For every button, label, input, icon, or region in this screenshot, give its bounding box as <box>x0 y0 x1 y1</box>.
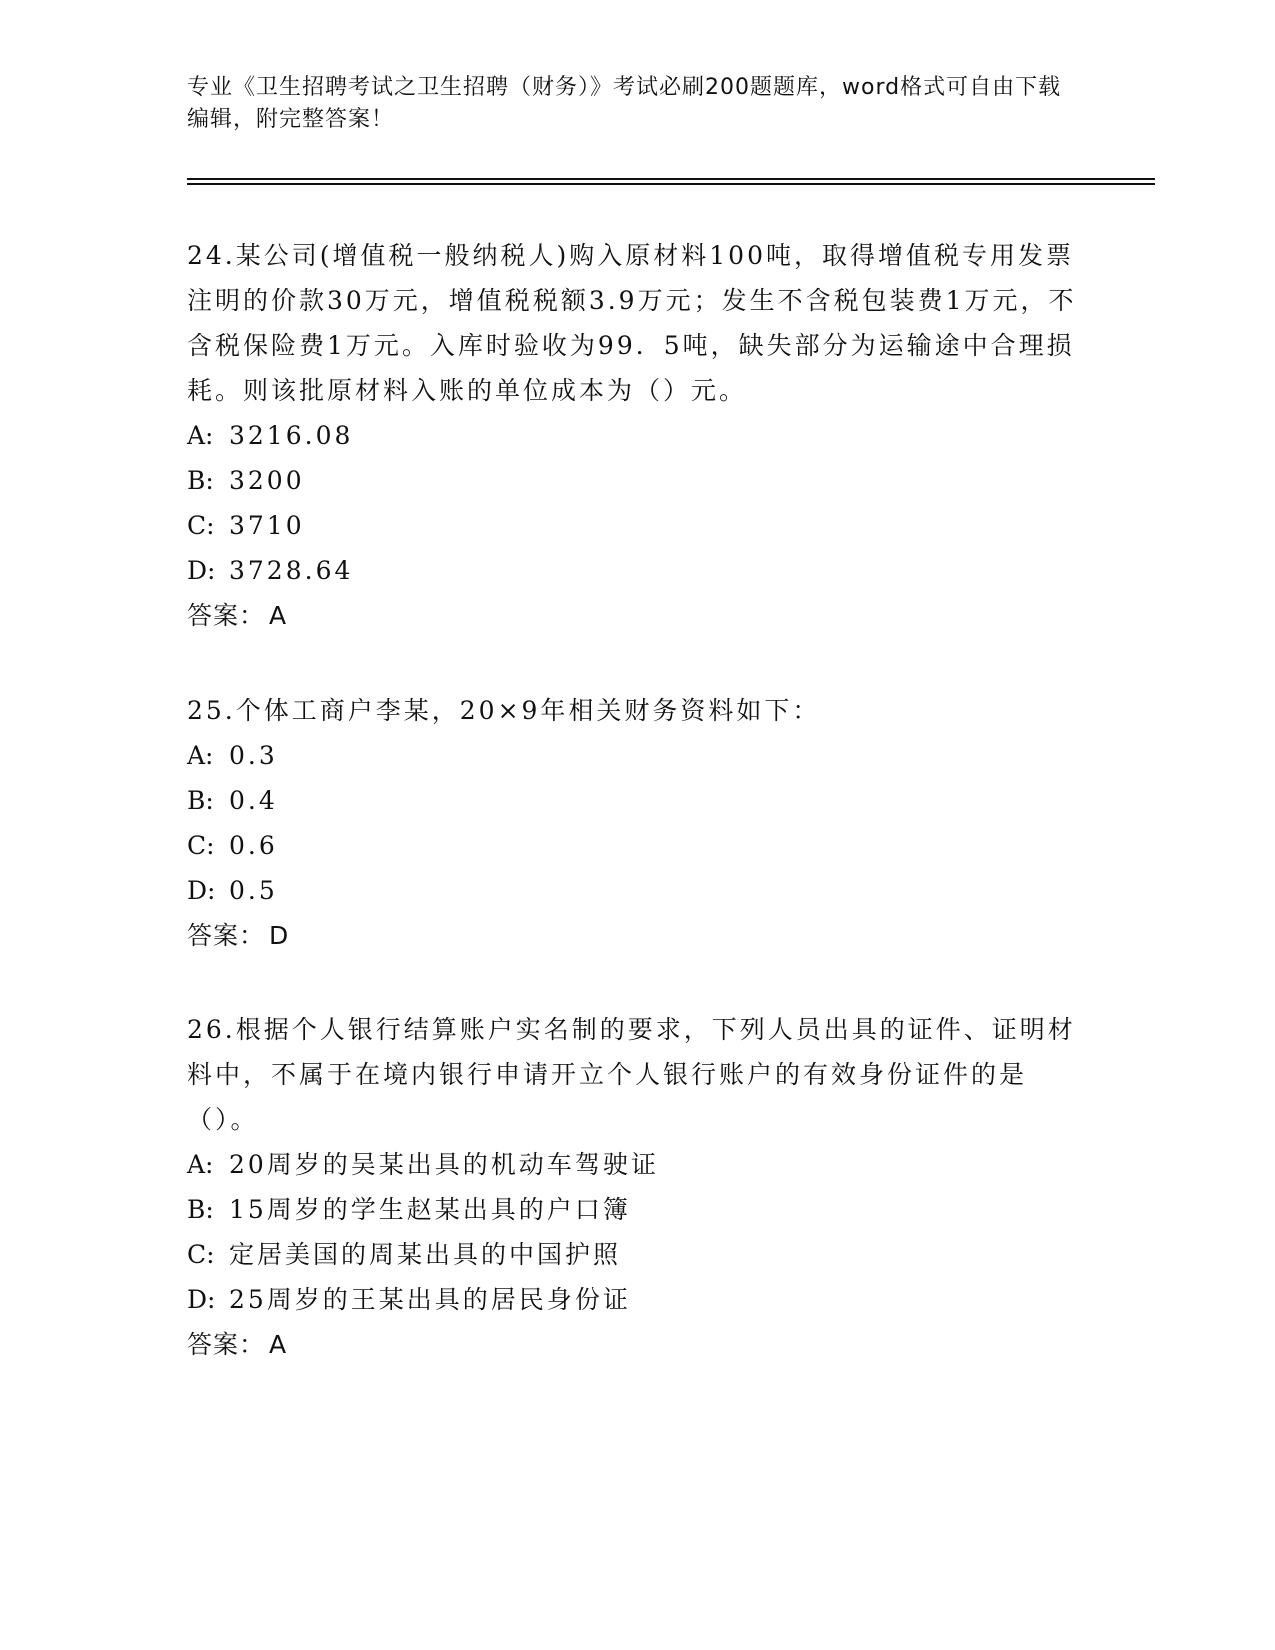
option-text: 0.6 <box>229 831 278 860</box>
answer-value: A <box>269 601 288 630</box>
answer-line <box>187 913 1087 958</box>
option-c <box>187 503 1087 548</box>
option-text: 定居美国的周某出具的中国护照 <box>229 1240 622 1269</box>
option-text: 3216.08 <box>229 421 354 450</box>
option-label: B: <box>187 786 214 815</box>
option-text: 0.3 <box>229 741 278 770</box>
header-divider-bottom <box>187 183 1155 185</box>
option-label: B: <box>187 1195 214 1224</box>
option-text: 3710 <box>229 511 305 540</box>
option-text: 20周岁的吴某出具的机动车驾驶证 <box>229 1150 659 1179</box>
option-d <box>187 868 1087 913</box>
answer-value: A <box>269 1330 288 1359</box>
option-label: B: <box>187 466 214 495</box>
answer-line <box>187 593 1087 638</box>
header-intro-text: 专业《卫生招聘考试之卫生招聘（财务）》考试必刷200题题库，word格式可自由下载编辑，附完整答案！ <box>187 75 1062 132</box>
question-stem: 24.某公司(增值税一般纳税人)购入原材料100吨，取得增值税专用发票注明的价款30万元，增值税税额3.9万元；发生不含税包装费1万元，不含税保险费1万元。入库时验收为99．5吨，缺失部分为运输途中合理损耗。则该批原材料入账的单位成本为（）元。 <box>187 241 1077 405</box>
option-b <box>187 1187 1087 1232</box>
option-label: C: <box>187 831 215 860</box>
option-text: 3200 <box>229 466 305 495</box>
option-label: C: <box>187 1240 215 1269</box>
question-24 <box>187 233 1087 638</box>
document-header <box>187 72 1072 136</box>
question-26 <box>187 1007 1087 1367</box>
option-b <box>187 458 1087 503</box>
answer-label: 答案： <box>187 1330 266 1359</box>
option-text: 3728.64 <box>229 556 354 585</box>
option-label: A: <box>187 421 214 450</box>
option-label: A: <box>187 1150 214 1179</box>
option-label: C: <box>187 511 215 540</box>
option-label: A: <box>187 741 214 770</box>
option-b <box>187 778 1087 823</box>
option-label: D: <box>187 1285 216 1314</box>
option-c <box>187 823 1087 868</box>
option-a <box>187 413 1087 458</box>
option-text: 0.4 <box>229 786 278 815</box>
option-text: 25周岁的王某出具的居民身份证 <box>229 1285 631 1314</box>
option-label: D: <box>187 556 216 585</box>
option-a <box>187 733 1087 778</box>
option-text: 15周岁的学生赵某出具的户口簿 <box>229 1195 631 1224</box>
answer-line <box>187 1322 1087 1367</box>
question-stem: 25.个体工商户李某，20×9年相关财务资料如下： <box>187 696 821 725</box>
answer-label: 答案： <box>187 921 266 950</box>
question-stem: 26.根据个人银行结算账户实名制的要求，下列人员出具的证件、证明材料中，不属于在境内银行申请开立个人银行账户的有效身份证件的是（）。 <box>187 1015 1076 1134</box>
option-text: 0.5 <box>229 876 278 905</box>
header-divider-top <box>187 178 1155 180</box>
option-a <box>187 1142 1087 1187</box>
option-label: D: <box>187 876 216 905</box>
question-25 <box>187 688 1087 958</box>
option-d <box>187 548 1087 593</box>
answer-value: D <box>269 921 290 950</box>
answer-label: 答案： <box>187 601 266 630</box>
option-c <box>187 1232 1087 1277</box>
option-d <box>187 1277 1087 1322</box>
